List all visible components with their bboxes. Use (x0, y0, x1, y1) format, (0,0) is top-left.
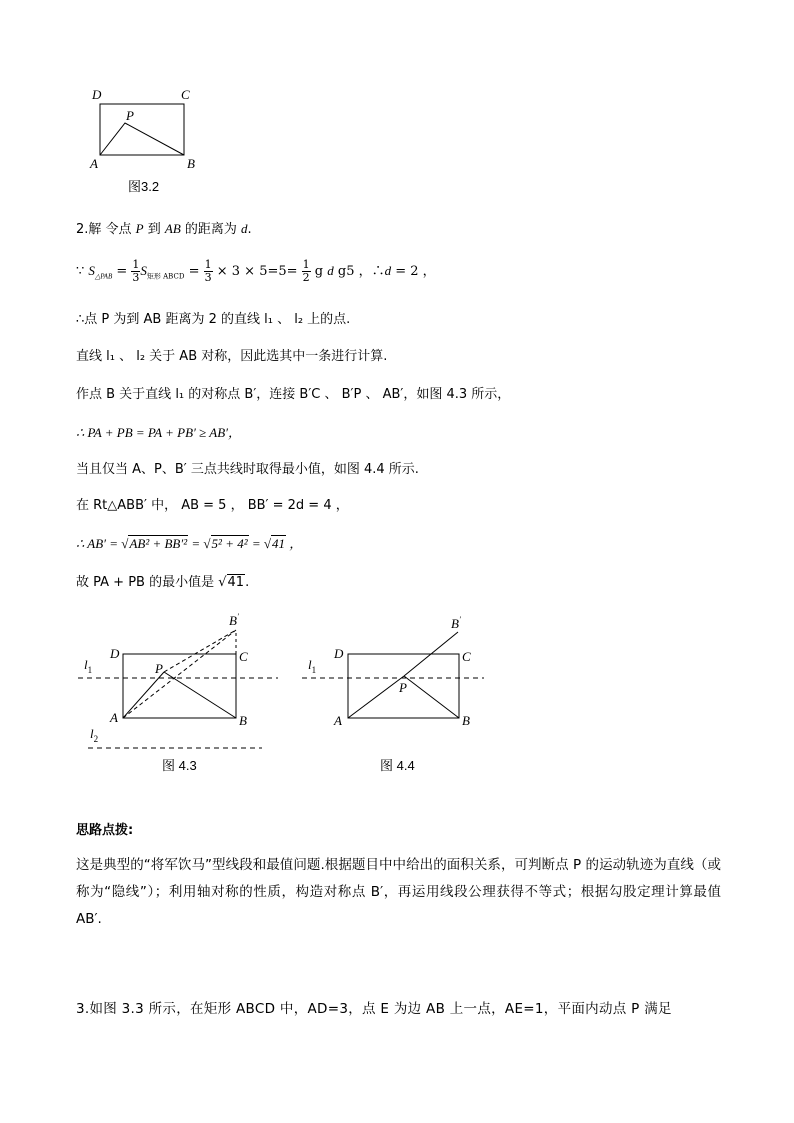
label-d: D (334, 646, 344, 661)
label-p: P (399, 680, 407, 695)
caption-fig-4-4: 图 4.4 (380, 758, 415, 773)
label-l1: $l_1$ (308, 657, 317, 675)
label-b-prime: B′ (229, 612, 239, 628)
problem-3-text: 3.如图 3.3 所示，在矩形 ABCD 中，AD=3，点 E 为边 AB 上一点，AE=1，平面内动点 P 满足 (76, 1001, 672, 1017)
solution-line-6: ∴ PA + PB = PA + PB′ ≥ AB′， (76, 425, 242, 440)
solution-line-1: 2.解 令点 P 到 AB 的距离为 d. (76, 221, 252, 237)
label-d: D (110, 646, 120, 661)
solution-line-5: 作点 B 关于直线 l₁ 的对称点 B′，连接 B′C 、 B′P 、 AB′，如图 4.3 所示， (76, 387, 511, 402)
solution-line-7: 当且仅当 A、P、B′ 三点共线时取得最小值，如图 4.4 所示. (76, 462, 419, 477)
label-c: C (181, 87, 190, 102)
segment-pb-prime (164, 630, 236, 672)
segment-ap (348, 676, 404, 718)
label-b: B (462, 713, 470, 728)
segment-pb (404, 676, 459, 718)
label-p: P (126, 108, 134, 123)
solution-line-10: 故 PA + PB 的最小值是 √41. (76, 575, 250, 590)
label-a: A (110, 710, 118, 725)
label-b: B (239, 713, 247, 728)
caption-fig-4-3: 图 4.3 (162, 758, 197, 773)
label-c: C (462, 649, 471, 664)
label-b: B (187, 156, 195, 171)
figure-4-4 (298, 608, 498, 738)
label-c: C (239, 649, 248, 664)
rectangle-abcd (123, 654, 236, 718)
label-d: D (92, 87, 102, 102)
segment-ab-prime (123, 630, 236, 718)
segment-pb (164, 672, 236, 718)
label-a: A (90, 156, 98, 171)
label-a: A (334, 713, 342, 728)
hint-body: 这是典型的“将军饮马”型线段和最值问题.根据题目中中给出的面积关系，可判断点 P 的运动轨迹为直线（或称为“隐线”）；利用轴对称的性质，构造对称点 B′，再运用线段公理获得不等式；根据勾股定理计算最值 AB′. (76, 857, 721, 927)
solution-line-3: ∴点 P 为到 AB 距离为 2 的直线 l₁ 、 l₂ 上的点. (76, 312, 351, 327)
segment-ap (123, 672, 164, 718)
figure-4-3 (76, 608, 286, 758)
hint-title: 思路点拨: (76, 823, 134, 838)
label-p: P (155, 661, 163, 676)
solution-line-8: 在 Rt△ABB′ 中， AB = 5 ， BB′ = 2d = 4 ， (76, 498, 349, 513)
label-l2: $l_2$ (90, 726, 99, 744)
solution-line-4: 直线 l₁ 、 l₂ 关于 AB 对称，因此选其中一条进行计算. (76, 349, 388, 364)
solution-line-2: ∵ $S_{\triangle PAB}$ = $\frac{1}{3}$ $S_{矩形 ABCD}$ = $\frac{1}{3}$ × 3 × 5=5= $\frac{1}{2}$ g d g5 ，∴d = 2 ， (76, 258, 436, 284)
solution-line-9: ∴ AB′ = √AB² + BB′² = √5² + 4² = √41 ， (76, 536, 303, 551)
rectangle-abcd (100, 104, 184, 155)
label-l1: $l_1$ (84, 657, 93, 675)
label-b-prime: B′ (451, 615, 461, 631)
segment-apb (100, 123, 184, 155)
caption-fig-3-2: 图3.2 (128, 179, 160, 194)
